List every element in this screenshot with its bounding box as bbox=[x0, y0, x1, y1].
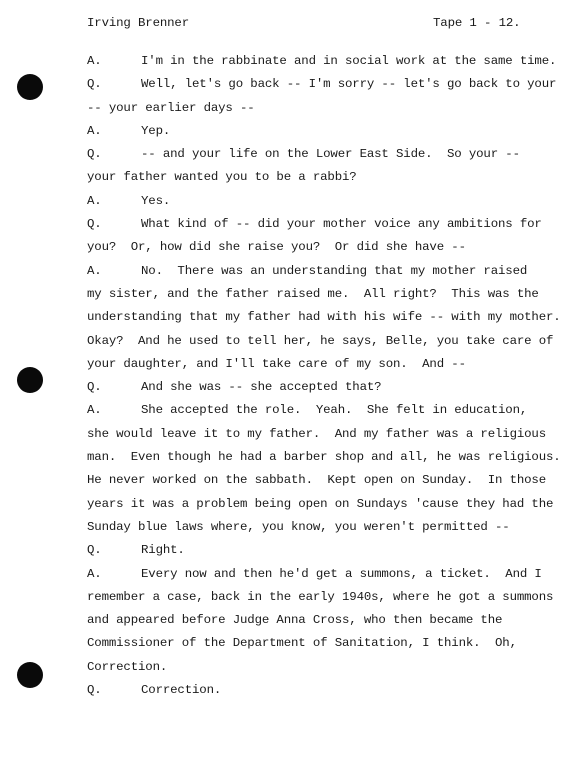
line-text: Right. bbox=[141, 543, 185, 558]
dialogue-entry bbox=[87, 539, 547, 562]
transcript-line bbox=[87, 446, 561, 469]
speaker-label: Q. bbox=[87, 543, 102, 558]
dialogue-entry bbox=[87, 679, 547, 702]
line-text: Okay? And he used to tell her, he says, Belle, you take care of bbox=[87, 333, 554, 348]
line-text: remember a case, back in the early 1940s, where he got a summons bbox=[87, 589, 554, 604]
transcript-line bbox=[87, 493, 554, 516]
transcript-line bbox=[87, 656, 547, 679]
transcript-line bbox=[87, 97, 547, 120]
speaker-label: Q. bbox=[87, 147, 102, 162]
line-text: Sunday blue laws where, you know, you weren't permitted -- bbox=[87, 519, 510, 534]
speaker-label: Q. bbox=[87, 380, 102, 395]
line-text: man. Even though he had a barber shop and all, he was religious. bbox=[87, 450, 561, 465]
transcript-line bbox=[87, 166, 547, 189]
transcript-line bbox=[87, 330, 554, 353]
interviewee-name: Irving Brenner bbox=[87, 16, 189, 30]
line-text: -- your earlier days -- bbox=[87, 100, 255, 115]
transcript-line bbox=[87, 143, 547, 166]
transcript-line bbox=[87, 306, 561, 329]
line-text: years it was a problem being open on Sundays 'cause they had the bbox=[87, 496, 554, 511]
line-text: and appeared before Judge Anna Cross, who then became the bbox=[87, 613, 503, 628]
transcript-line bbox=[87, 283, 547, 306]
dialogue-entry bbox=[87, 399, 561, 539]
line-text: No. There was an understanding that my mother raised bbox=[141, 263, 528, 278]
line-text: She accepted the role. Yeah. She felt in education, bbox=[141, 403, 528, 418]
transcript-line bbox=[87, 632, 547, 655]
dialogue-entry bbox=[87, 563, 554, 679]
speaker-label: A. bbox=[87, 263, 102, 278]
transcript-line bbox=[87, 679, 547, 702]
line-text: He never worked on the sabbath. Kept open on Sunday. In those bbox=[87, 473, 546, 488]
transcript-line bbox=[87, 563, 547, 586]
transcript-line bbox=[87, 353, 547, 376]
transcript-line bbox=[87, 609, 547, 632]
speaker-label: A. bbox=[87, 403, 102, 418]
transcript-line bbox=[87, 423, 547, 446]
speaker-label: Q. bbox=[87, 683, 102, 698]
punch-hole bbox=[17, 74, 43, 100]
transcript-line bbox=[87, 399, 547, 422]
line-text: Correction. bbox=[87, 659, 168, 674]
line-text: Yes. bbox=[141, 193, 171, 208]
dialogue-entry bbox=[87, 50, 557, 73]
line-text: I'm in the rabbinate and in social work at the same time. bbox=[141, 54, 557, 68]
transcript-line bbox=[87, 236, 547, 259]
dialogue-entry bbox=[87, 190, 547, 213]
transcript-line bbox=[87, 190, 547, 213]
dialogue-entry bbox=[87, 120, 547, 143]
dialogue-entry bbox=[87, 73, 557, 120]
line-text: Correction. bbox=[141, 683, 222, 698]
speaker-label: A. bbox=[87, 54, 102, 68]
transcript-line bbox=[87, 260, 547, 283]
speaker-label: Q. bbox=[87, 217, 102, 232]
transcript-line bbox=[87, 469, 547, 492]
line-text: your father wanted you to be a rabbi? bbox=[87, 170, 357, 185]
line-text: Yep. bbox=[141, 123, 171, 138]
dialogue-entry bbox=[87, 213, 547, 260]
transcript-line bbox=[87, 213, 547, 236]
dialogue-entry bbox=[87, 143, 547, 190]
transcript-line bbox=[87, 586, 554, 609]
line-text: -- and your life on the Lower East Side. So your -- bbox=[141, 147, 520, 162]
speaker-label: Q. bbox=[87, 77, 102, 92]
transcript-line bbox=[87, 539, 547, 562]
dialogue-entry bbox=[87, 260, 561, 376]
line-text: your daughter, and I'll take care of my son. And -- bbox=[87, 356, 466, 371]
line-text: understanding that my father had with his wife -- with my mother. bbox=[87, 310, 561, 325]
line-text: Commissioner of the Department of Sanitation, I think. Oh, bbox=[87, 636, 517, 651]
transcript-line bbox=[87, 120, 547, 143]
line-text: she would leave it to my father. And my father was a religious bbox=[87, 426, 546, 441]
speaker-label: A. bbox=[87, 193, 102, 208]
line-text: And she was -- she accepted that? bbox=[141, 380, 382, 395]
line-text: Every now and then he'd get a summons, a ticket. And I bbox=[141, 566, 542, 581]
line-text: you? Or, how did she raise you? Or did she have -- bbox=[87, 240, 466, 255]
line-text: What kind of -- did your mother voice any ambitions for bbox=[141, 217, 542, 232]
tape-page-label: Tape 1 - 12. bbox=[433, 16, 521, 30]
transcript-line bbox=[87, 376, 547, 399]
transcript-line bbox=[87, 73, 557, 96]
speaker-label: A. bbox=[87, 566, 102, 581]
transcript-line bbox=[87, 516, 547, 539]
transcript-body bbox=[87, 50, 561, 702]
punch-hole bbox=[17, 367, 43, 393]
line-text: Well, let's go back -- I'm sorry -- let's go back to your bbox=[141, 77, 557, 92]
line-text: my sister, and the father raised me. All right? This was the bbox=[87, 286, 539, 301]
punch-hole bbox=[17, 662, 43, 688]
speaker-label: A. bbox=[87, 123, 102, 138]
transcript-line bbox=[87, 50, 557, 73]
dialogue-entry bbox=[87, 376, 547, 399]
